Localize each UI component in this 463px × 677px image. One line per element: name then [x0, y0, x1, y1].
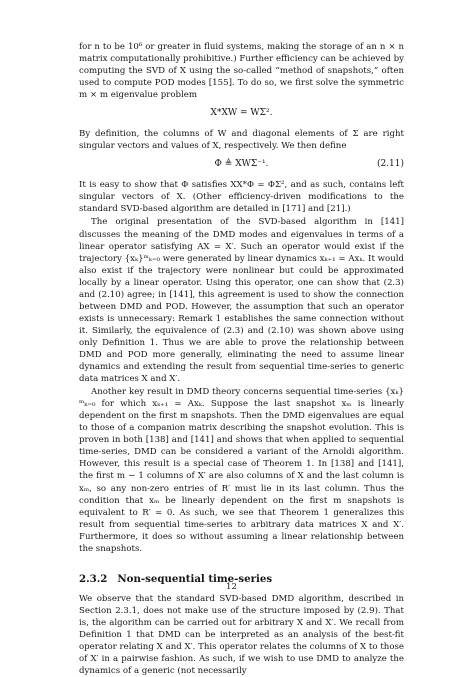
paragraph-key-result: Another key result in DMD theory concerns sequential time-series {xₖ}ᵐₖ₌₀ for which xₖ₊₁ = Axₖ. Suppose the last snapshot xₘ is linearly dependent on the first m snapshots. Then the DMD eigenvalues are equal to those of a companion matrix describing the snapshot evolution. This is proven in both [138] and [141] and shows that when applied to sequential time-series, DMD can be considered a variant of the Arnoldi algorithm. However, this result is a special case of Theorem 1. In [138] and [141], the first m − 1 columns of X′ are also columns of X and the last column is xₘ, so any non-zero entries of R′ must lie in its last column. Thus the condition that xₘ be linearly dependent on the first m snapshots is equivalent to R′ = 0. As such, we see that Theorem 1 generalizes this result from sequential time-series to arbitrary data matrices X and X′. Furthermore, it does so without assuming a linear relationship between the snapshots. — [79, 387, 404, 554]
section-title: Non-sequential time-series — [117, 572, 273, 585]
equation-number: (2.11) — [376, 159, 404, 170]
equation-body: X*XW = WΣ². — [210, 108, 273, 119]
paragraph-phi-property: It is easy to show that Φ satisfies XX*Φ = ΦΣ², and as such, contains left singular vectors of X. (Other efficiency-driven modifications to the standard SVD-based algorithm are detailed in [171] and [21].) — [79, 180, 404, 215]
equation-eigenvalue-problem — [79, 101, 404, 128]
paragraph-original-presentation: The original presentation of the SVD-based algorithm in [141] discusses the meaning of the DMD modes and eigenvalues in terms of a linear operator satisfying AX = X′. Such an operator would exist if the trajectory {xₖ}ᵐₖ₌₀ were generated by linear dynamics xₖ₊₁ = Axₖ. It would also exist if the trajectory were nonlinear but could be approximated locally by a linear operator. Using this operator, one can show that (2.3) and (2.10) agree; in [141], this agreement is used to show the connection between DMD and POD. However, the assumption that such an operator exists is unnecessary: Remark 1 establishes the same connection without it. Similarly, the equivalence of (2.3) and (2.10) was shown above using only Definition 1. Thus we are able to prove the relationship between DMD and POD more generally, eliminating the need to assume linear dynamics and extending the result from sequential time-series to generic data matrices X and X′. — [79, 217, 404, 385]
section-number: 2.3.2 — [79, 572, 108, 585]
paragraph-definition: By definition, the columns of W and diagonal elements of Σ are right singular vectors and values of X, respectively. We then define — [79, 129, 404, 152]
paragraph-svd-efficiency: for n to be 10⁶ or greater in fluid systems, making the storage of an n × n matrix computationally prohibitive.) Further efficiency can be achieved by computing the SVD of X using the so-called “method of snapshots,” often used to compute POD modes [155]. To do so, we first solve the symmetric m × m eigenvalue problem — [79, 42, 404, 101]
equation-phi-definition — [79, 152, 404, 179]
paragraph-non-sequential: We observe that the standard SVD-based DMD algorithm, described in Section 2.3.1, does not make use of the structure imposed by (2.9). That is, the algorithm can be carried out for arbitrary X and X′. We recall from Definition 1 that DMD can be interpreted as an analysis of the best-fit operator relating X and X′. This operator relates the columns of X to those of X′ in a pairwise fashion. As such, if we wish to use DMD to analyze the dynamics of a generic (not necessarily — [79, 593, 404, 677]
page-number: 12 — [226, 582, 237, 592]
equation-body: Φ ≜ XWΣ⁻¹. — [214, 159, 269, 170]
